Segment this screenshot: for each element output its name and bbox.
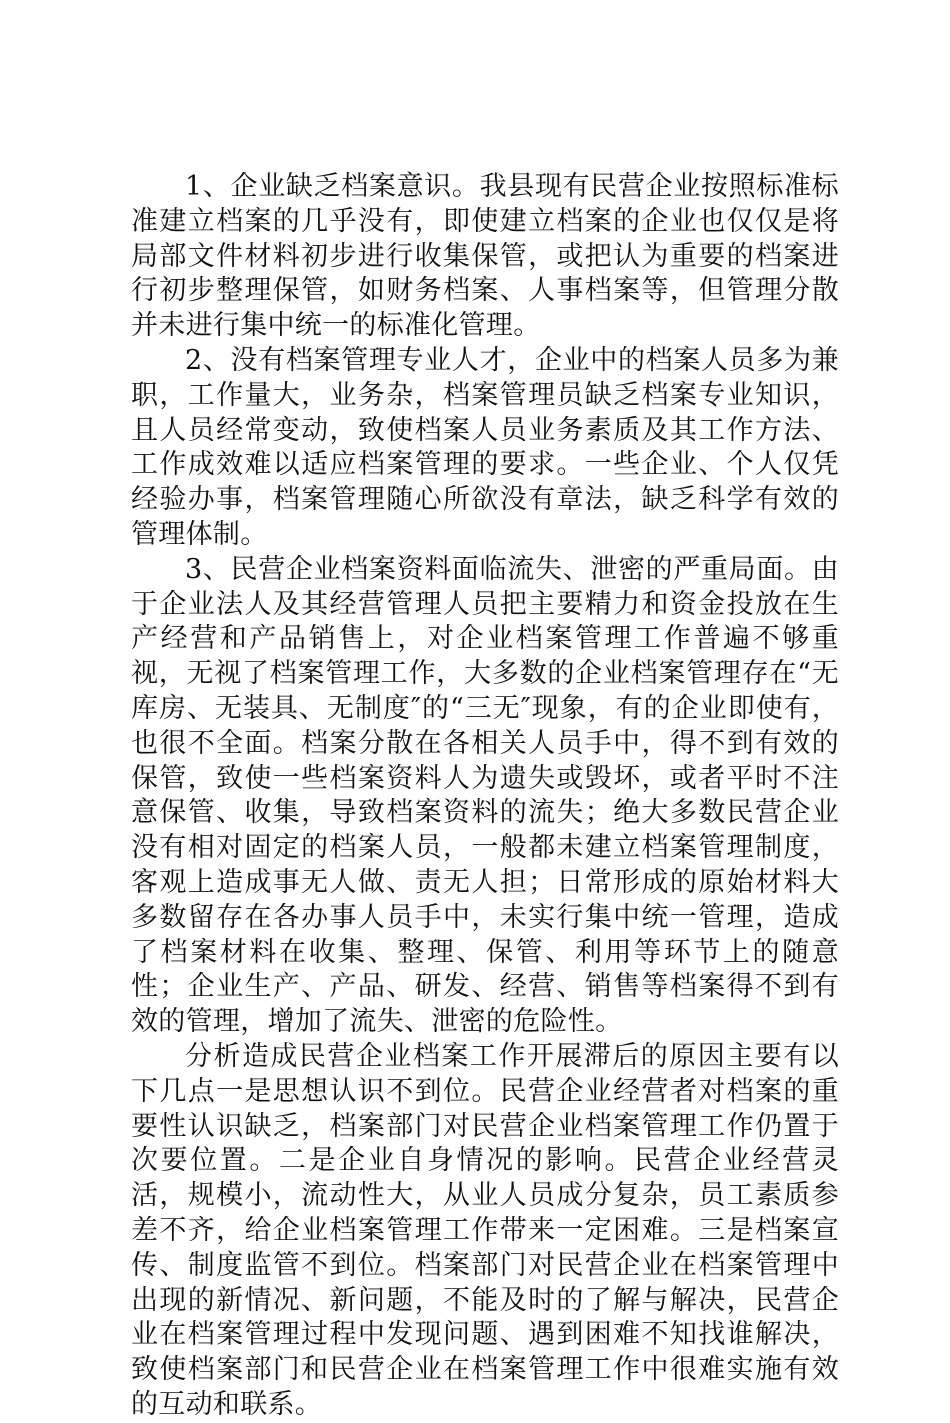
paragraph-1: 1、企业缺乏档案意识。我县现有民营企业按照标准标准建立档案的几乎没有，即使建立档案的企业也仅仅是将局部文件材料初步进行收集保管，或把认为重要的档案进行初步整理保管，如财务档案、人事档案等，但管理分散并未进行集中统一的标准化管理。 — [131, 171, 839, 342]
paragraph-2: 2、没有档案管理专业人才，企业中的档案人员多为兼职，工作量大，业务杂，档案管理员缺乏档案专业知识，且人员经常变动，致使档案人员业务素质及其工作方法、工作成效难以适应档案管理的要求。一些企业、个人仅凭经验办事，档案管理随心所欲没有章法，缺乏科学有效的管理体制。 — [131, 344, 839, 550]
document-body — [131, 170, 839, 1423]
paragraph-3: 3、民营企业档案资料面临流失、泄密的严重局面。由于企业法人及其经营管理人员把主要精力和资金投放在生产经营和产品销售上，对企业档案管理工作普遍不够重视，无视了档案管理工作，大多数的企业档案管理存在“无库房、无装具、无制度″的“三无″现象，有的企业即使有，也很不全面。档案分散在各相关人员手中，得不到有效的保管，致使一些档案资料人为遗失或毁坏，或者平时不注意保管、收集，导致档案资料的流失；绝大多数民营企业没有相对固定的档案人员，一般都未建立档案管理制度，客观上造成事无人做、责无人担；日常形成的原始材料大多数留存在各办事人员手中，未实行集中统一管理，造成了档案材料在收集、整理、保管、利用等环节上的随意性；企业生产、产品、研发、经营、销售等档案得不到有效的管理，增加了流失、泄密的危险性。 — [131, 553, 839, 1038]
paragraph-4: 分析造成民营企业档案工作开展滞后的原因主要有以下几点一是思想认识不到位。民营企业经营者对档案的重要性认识缺乏，档案部门对民营企业档案管理工作仍置于次要位置。二是企业自身情况的影响。民营企业经营灵活，规模小，流动性大，从业人员成分复杂，员工素质参差不齐，给企业档案管理工作带来一定困难。三是档案宣传、制度监管不到位。档案部门对民营企业在档案管理中出现的新情况、新问题，不能及时的了解与解决，民营企业在档案管理过程中发现问题、遇到困难不知找谁解决，致使档案部门和民营企业在档案管理工作中很难实施有效的互动和联系。 — [131, 1040, 839, 1420]
